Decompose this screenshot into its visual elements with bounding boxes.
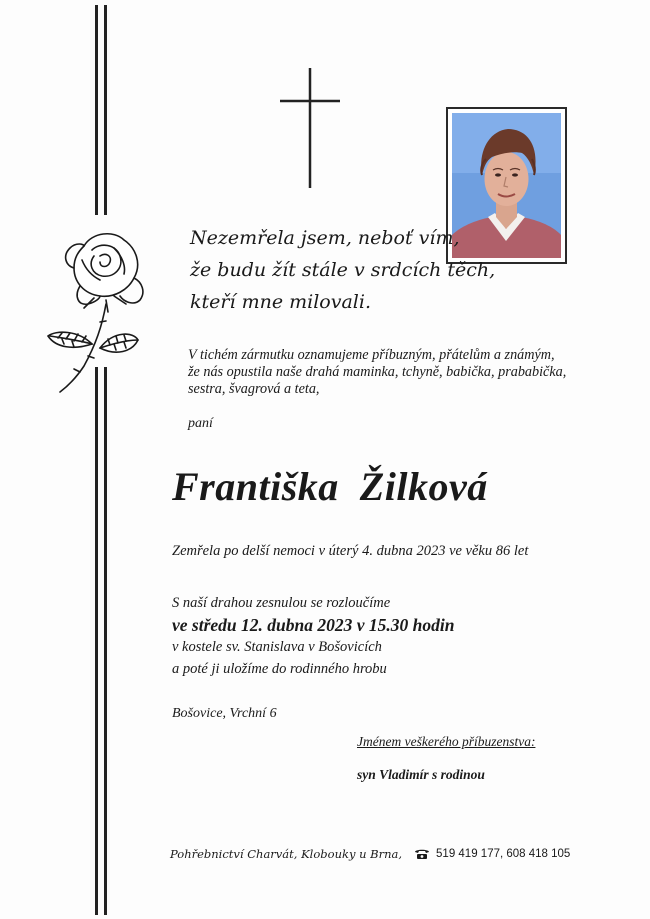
funeral-home-footer (170, 847, 570, 861)
cross-icon (278, 66, 342, 190)
signatory: syn Vladimír s rodinou (357, 767, 485, 782)
farewell-details (172, 592, 454, 680)
title-honorific: paní (188, 416, 213, 431)
left-border-line-outer-lower (95, 367, 98, 915)
family-address: Bošovice, Vrchní 6 (172, 706, 277, 721)
funeral-date-time: ve středu 12. dubna 2023 v 15.30 hodin (172, 615, 455, 635)
left-border-line-inner-lower (104, 367, 107, 915)
on-behalf-label: Jménem veškerého příbuzenstva: (357, 734, 536, 749)
death-notice: Zemřela po delší nemoci v úterý 4. dubna 2023 ve věku 86 let (172, 543, 529, 559)
announcement-line: sestra, švagrová a teta, (188, 381, 320, 397)
phone-numbers: 519 419 177, 608 418 105 (436, 848, 571, 860)
left-border-line-outer (95, 5, 98, 215)
funeral-home-name: Pohřebnictví Charvát, Klobouky u Brna, (170, 847, 403, 861)
burial-note: a poté ji uložíme do rodinného hrobu (172, 661, 387, 677)
farewell-line: S naší drahou zesnulou se rozloučíme (172, 595, 391, 611)
funeral-location: v kostele sv. Stanislava v Bošovicích (172, 639, 382, 655)
poem-line: Nezemřela jsem, neboť vím, (190, 227, 460, 249)
telephone-icon (414, 848, 430, 860)
poem-line: kteří mne milovali. (190, 291, 371, 313)
announcement-line: že nás opustila naše drahá maminka, tchyně, babička, prababička, (188, 364, 567, 380)
rose-icon (44, 226, 152, 394)
left-border-line-inner (104, 5, 107, 215)
poem-line: že budu žít stále v srdcích těch, (190, 259, 496, 281)
announcement-line: V tichém zármutku oznamujeme příbuzným, přátelům a známým, (188, 347, 555, 363)
announcement-text (188, 347, 566, 398)
deceased-name: Františka Žilková (172, 464, 488, 509)
memorial-poem (190, 222, 495, 318)
